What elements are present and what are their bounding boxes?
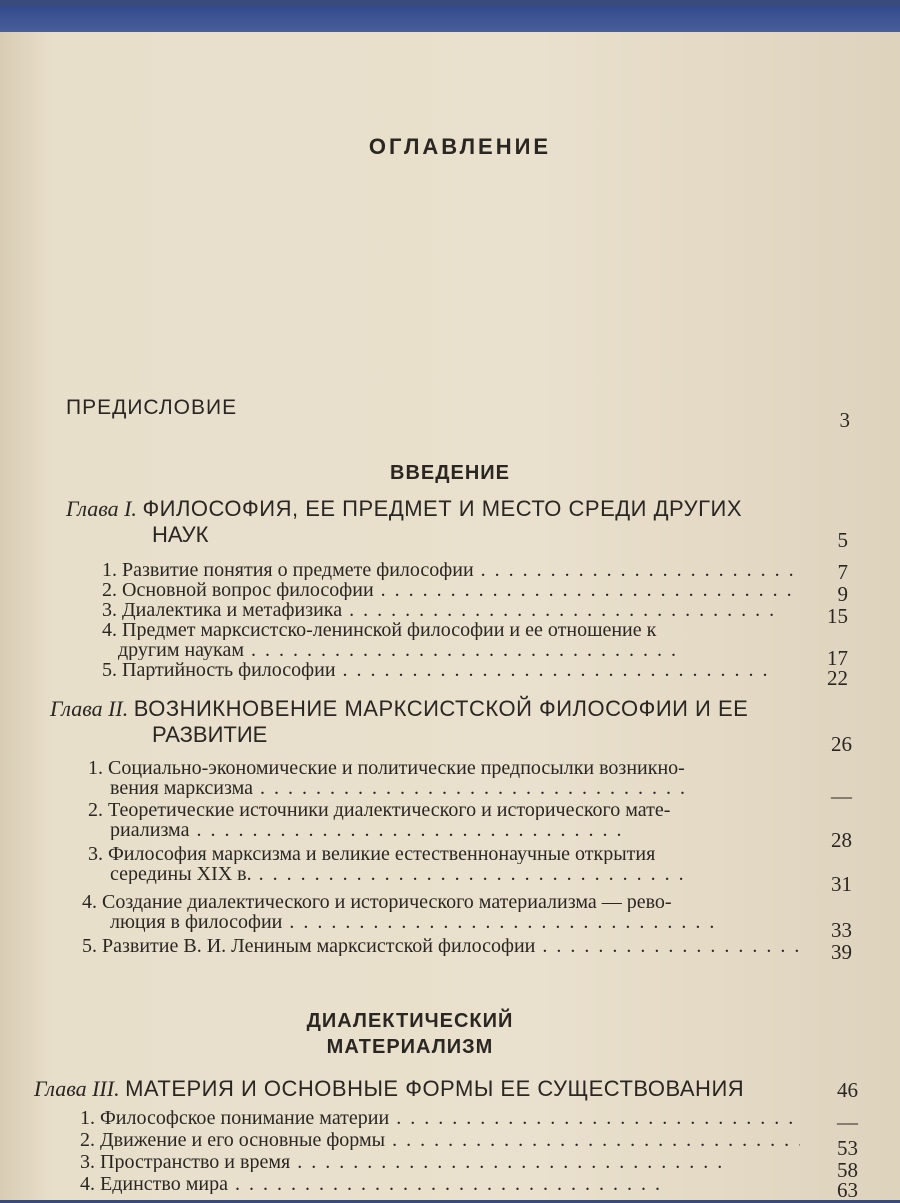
toc-item-line1: 3. Философия марксизма и великие естественнонаучные открытия xyxy=(88,844,656,864)
toc-item: 1. Развитие понятия о предмете философии . . xyxy=(102,560,802,580)
book-page xyxy=(0,6,900,1200)
toc-item-page: 17 xyxy=(827,646,848,670)
preface-page: 3 xyxy=(839,408,850,432)
toc-item: 5. Развитие В. И. Лениным марксистской философии . . xyxy=(82,936,800,956)
toc-item-line2: середины XIX в. . . xyxy=(110,864,800,884)
toc-item-line2: риализма . . xyxy=(110,820,800,840)
toc-item: 2. Движение и его основные формы . . xyxy=(80,1130,800,1150)
toc-item-page: 22 xyxy=(827,666,848,690)
toc-item: 3. Диалектика и метафизика . . xyxy=(102,600,802,620)
toc-item-line1: 2. Теоретические источники диалектического и исторического мате- xyxy=(88,800,671,820)
toc-item-line2: люция в философии . . xyxy=(110,912,800,932)
toc-item-page: 53 xyxy=(837,1136,858,1160)
part-heading-line1: ДИАЛЕКТИЧЕСКИЙ xyxy=(306,1010,514,1032)
toc-item: 1. Философское понимание материи . . xyxy=(80,1108,800,1128)
chapter-1-title-line1: ФИЛОСОФИЯ, ЕЕ ПРЕДМЕТ И МЕСТО СРЕДИ ДРУГИХ xyxy=(142,496,743,521)
chapter-3-title-line1: МАТЕРИЯ И ОСНОВНЫЕ ФОРМЫ ЕЕ СУЩЕСТВОВАНИЯ xyxy=(125,1076,745,1101)
chapter-2-page: 26 xyxy=(831,732,852,756)
toc-item-line1: 4. Предмет марксистско-ленинской философии и ее отношение к xyxy=(102,620,657,640)
chapter-3-label: Глава III. xyxy=(34,1076,120,1101)
preface-label: ПРЕДИСЛОВИЕ xyxy=(66,396,238,419)
chapter-2-title xyxy=(50,696,800,722)
toc-item-line1: 1. Социально-экономические и политические предпосылки возникно- xyxy=(88,758,685,778)
chapter-3-title xyxy=(34,1076,814,1102)
toc-item-page: 39 xyxy=(831,940,852,964)
toc-item-page: 33 xyxy=(831,918,852,942)
toc-item: 5. Партийность философии . . xyxy=(102,660,802,680)
part-heading-line2: МАТЕРИАЛИЗМ xyxy=(326,1036,494,1058)
chapter-3-page: 46 xyxy=(837,1078,858,1102)
chapter-2-title-line1: ВОЗНИКНОВЕНИЕ МАРКСИСТСКОЙ ФИЛОСОФИИ И ЕЕ xyxy=(133,696,749,721)
chapter-1-title-line2: НАУК xyxy=(152,522,209,547)
page-title: ОГЛАВЛЕНИЕ xyxy=(368,134,552,159)
blue-cover-edge xyxy=(0,6,900,32)
toc-item: 3. Пространство и время . . xyxy=(80,1152,800,1172)
toc-item: 2. Основной вопрос философии . . xyxy=(102,580,802,600)
chapter-1-label: Глава I. xyxy=(66,496,137,521)
toc-item-page: 7 xyxy=(837,560,848,584)
toc-item-page: 63 xyxy=(837,1178,858,1202)
toc-item-page: 9 xyxy=(837,582,848,606)
toc-item-page: — xyxy=(831,784,852,808)
toc-item-line2: вения марксизма . . xyxy=(110,778,800,798)
chapter-2-title-line2: РАЗВИТИЕ xyxy=(152,722,268,747)
chapter-2-label: Глава II. xyxy=(50,696,129,721)
toc-item-page: 28 xyxy=(831,828,852,852)
toc-item-page: 31 xyxy=(831,872,852,896)
toc-item-page: 58 xyxy=(837,1158,858,1182)
toc-item-line1: 4. Создание диалектического и исторического материализма — рево- xyxy=(82,892,672,912)
intro-heading: ВВЕДЕНИЕ xyxy=(390,462,510,484)
chapter-1-page: 5 xyxy=(837,528,848,552)
toc-item-page: — xyxy=(837,1110,858,1134)
toc-item: 4. Единство мира . . xyxy=(80,1174,800,1194)
toc-item-page: 15 xyxy=(827,604,848,628)
toc-item-line2: другим наукам . . xyxy=(118,640,802,660)
chapter-1-title xyxy=(66,496,806,522)
